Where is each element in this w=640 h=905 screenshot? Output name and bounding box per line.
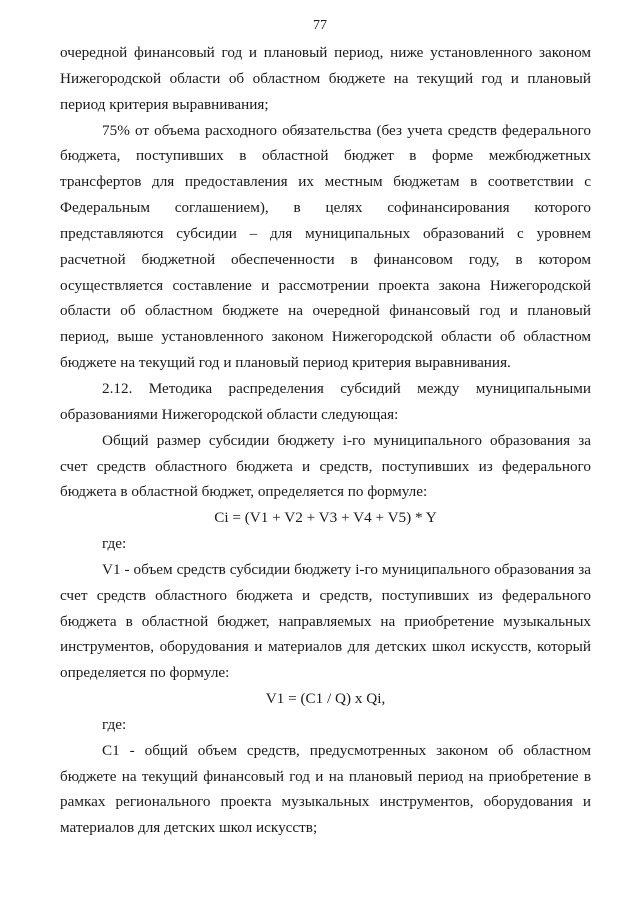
section-heading-paragraph: 2.12. Методика распределения субсидий между муниципальными образованиями Нижегородской области следующая:	[60, 379, 591, 423]
paragraph: очередной финансовый год и плановый период, ниже установленного законом Нижегородской области об областном бюджете на текущий год и плановый период критерия выравнивания;	[60, 44, 591, 113]
paragraph: где:	[102, 715, 127, 733]
paragraph: Общий размер субсидии бюджету i-го муниципального образования за счет средств областного бюджета и средств, поступивших из федерального бюджета в областной бюджет, определяется по формуле:	[60, 431, 591, 501]
paragraph: V1 - объем средств субсидии бюджету i-го муниципального образования за счет средств областного бюджета и средств, поступивших из федерального бюджета в областной бюджет, направляемых на приобретение музыкальных инструментов, оборудования и материалов для детских школ искусств, который определяется по формуле:	[60, 560, 591, 682]
paragraph: где:	[102, 535, 127, 553]
paragraph: C1 - общий объем средств, предусмотренных законом об областном бюджете на текущий финансовый год и на плановый период на приобретение в рамках регионального проекта музыкальных инструментов, оборудования и материалов для детских школ искусств;	[60, 741, 591, 837]
page-number: 77	[313, 18, 327, 33]
formula: Ci = (V1 + V2 + V3 + V4 + V5) * Y	[214, 509, 437, 527]
document-body	[60, 40, 591, 841]
formula: V1 = (C1 / Q) x Qi,	[265, 690, 386, 708]
paragraph: 75% от объема расходного обязательства (без учета средств федерального бюджета, поступивших в областной бюджет в форме межбюджетных трансфертов для предоставления их местным бюджетам в соответствии с Федеральным соглашением), в целях софинансирования которого представляются субсидии – для муниципальных образований с уровнем расчетной бюджетной обеспеченности в финансовом году, в котором осуществляется составление и рассмотрении проекта закона Нижегородской области об областном бюджете на очередной финансовый год и плановый период, выше установленного законом Нижегородской области об областном бюджете на текущий год и плановый период критерия выравнивания.	[60, 121, 591, 372]
